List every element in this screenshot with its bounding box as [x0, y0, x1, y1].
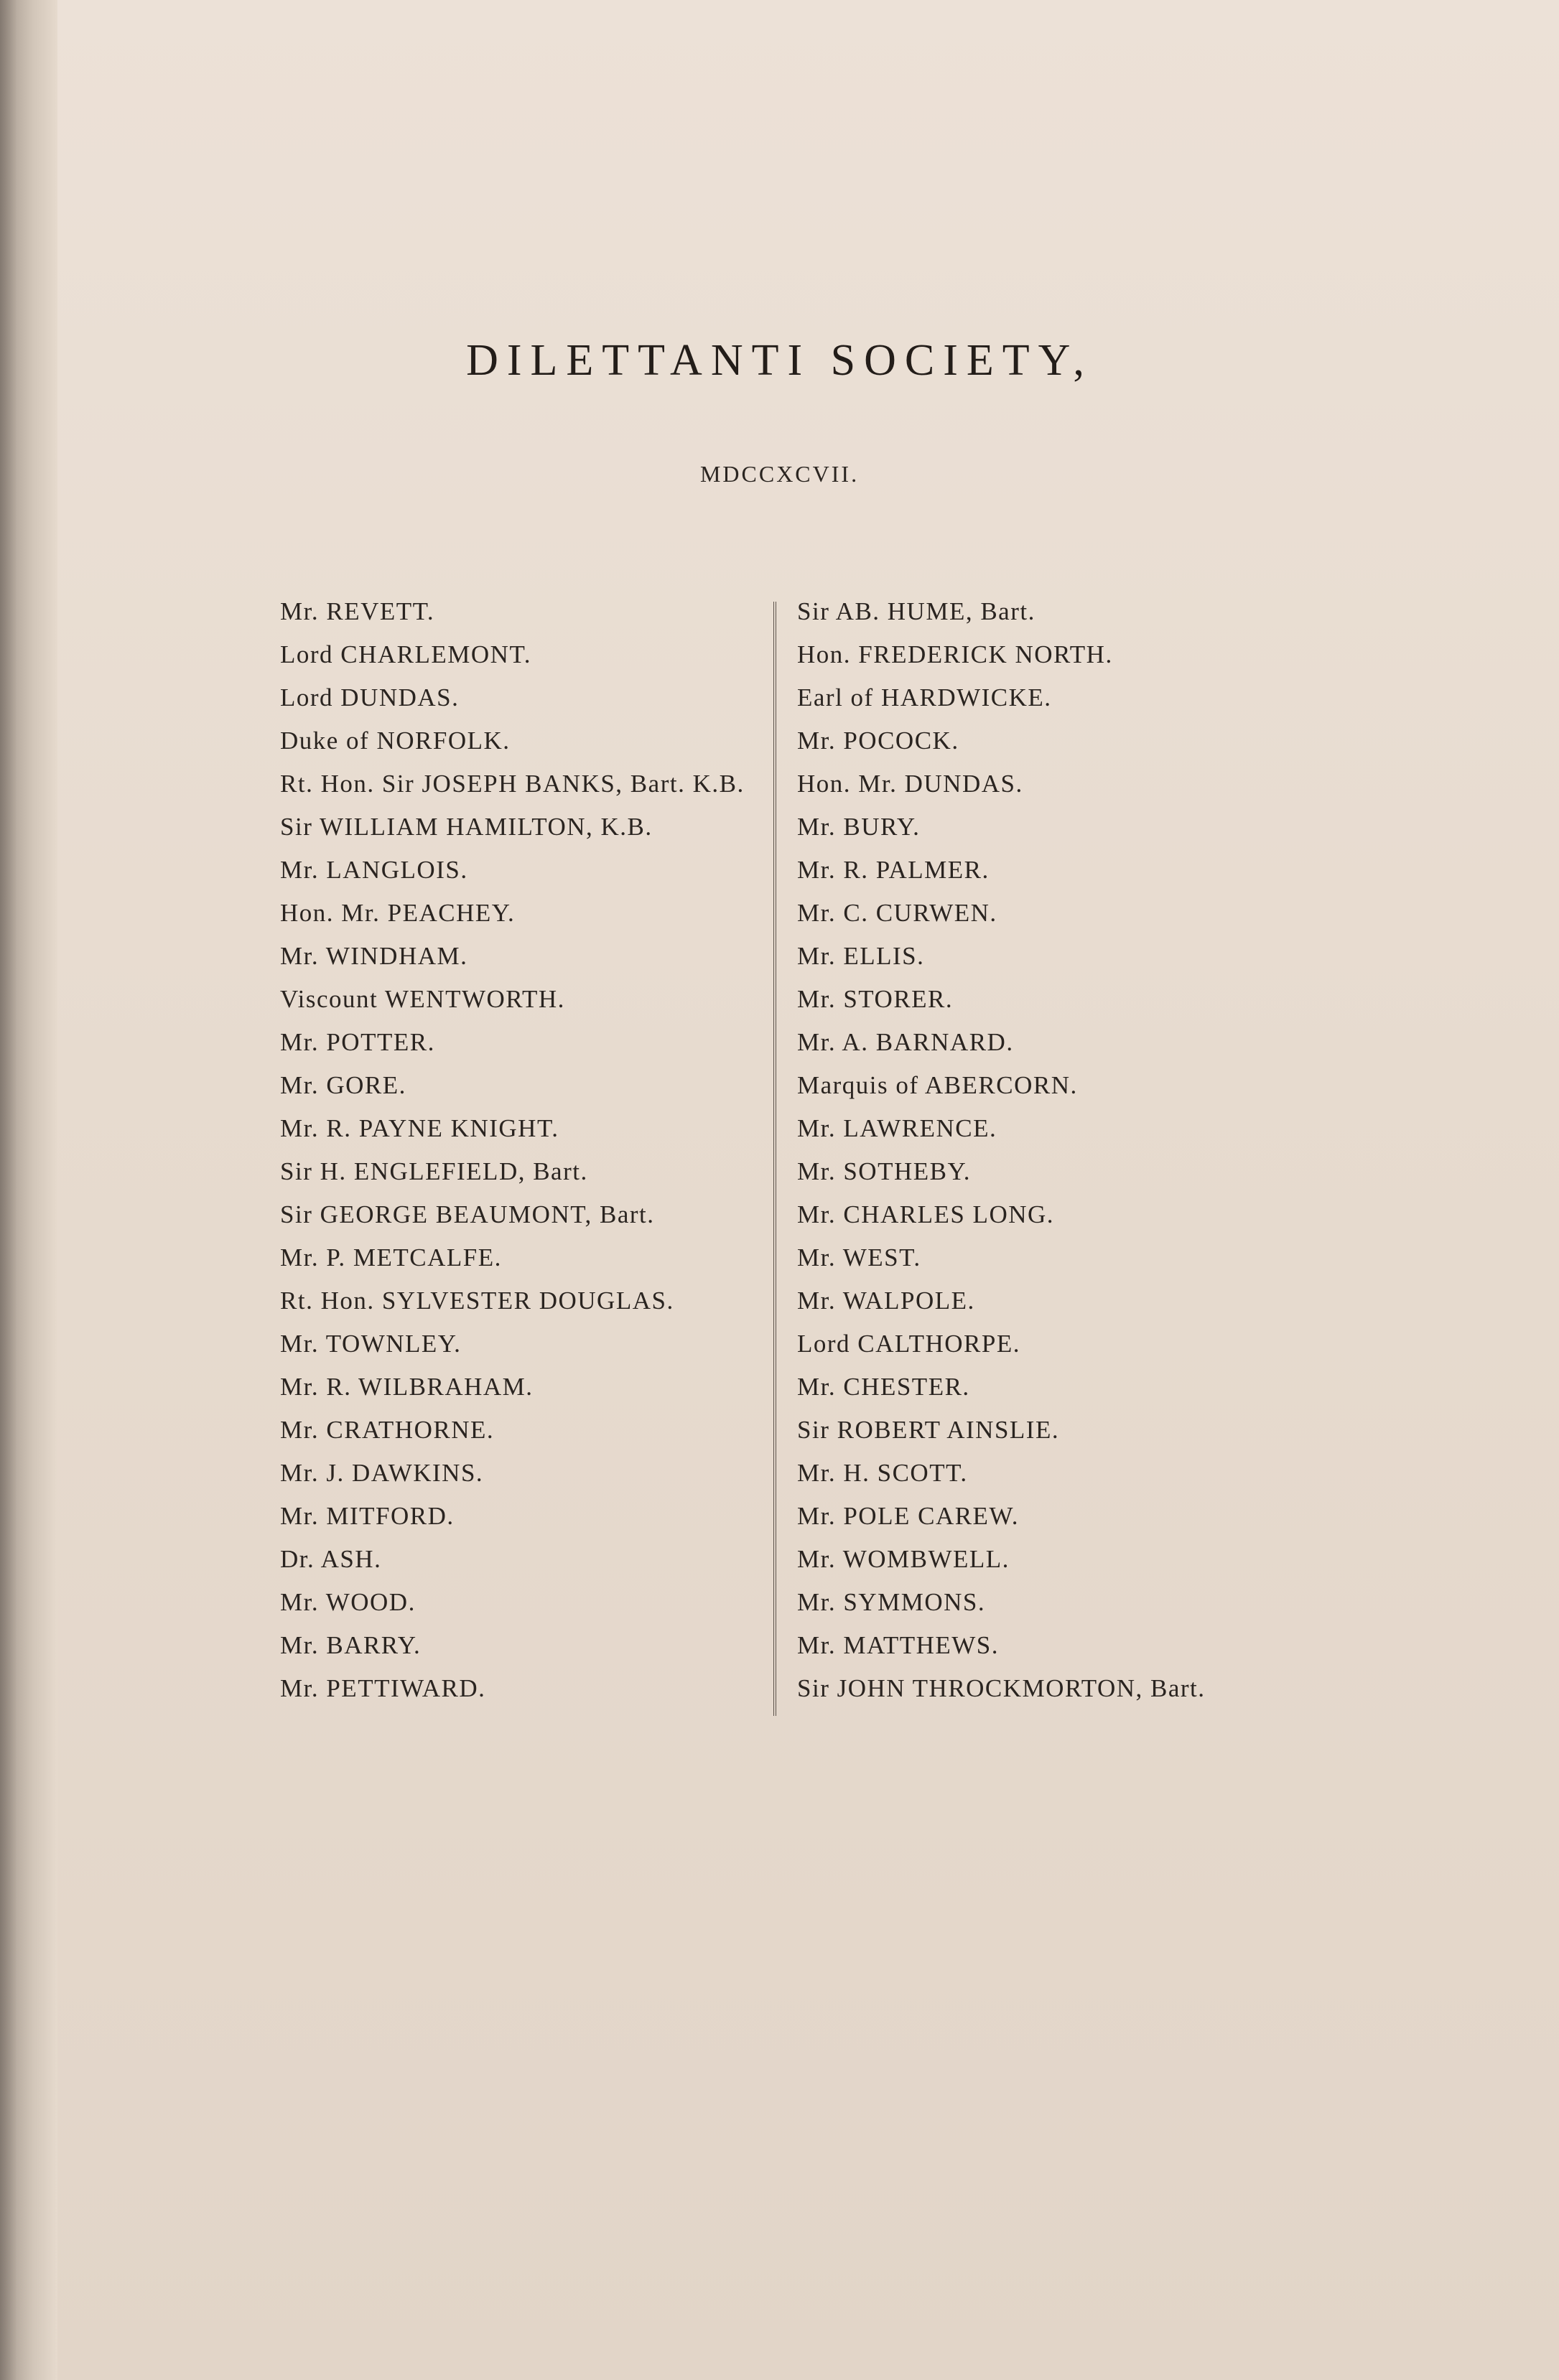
page-date: MDCCXCVII.: [699, 461, 860, 487]
member-name: Mr. MITFORD.: [280, 1502, 455, 1530]
member-name: Mr. CRATHORNE.: [280, 1416, 495, 1444]
member-name: Mr. SYMMONS.: [797, 1588, 986, 1616]
member-name: Mr. STORER.: [797, 985, 954, 1013]
member-name: Sir GEORGE BEAUMONT, Bart.: [280, 1200, 655, 1228]
member-name: Mr. ELLIS.: [797, 942, 925, 970]
member-name: Mr. WEST.: [797, 1243, 921, 1271]
member-name: Marquis of ABERCORN.: [797, 1071, 1078, 1099]
member-name: Mr. POTTER.: [280, 1028, 435, 1056]
member-name: Mr. GORE.: [280, 1071, 406, 1099]
member-name: Sir ROBERT AINSLIE.: [797, 1416, 1060, 1444]
member-name: Rt. Hon. Sir JOSEPH BANKS, Bart. K.B.: [280, 770, 745, 798]
member-name: Mr. REVETT.: [280, 597, 435, 625]
member-name: Lord CALTHORPE.: [797, 1330, 1020, 1358]
member-name: Hon. Mr. PEACHEY.: [280, 899, 516, 927]
member-name: Mr. LANGLOIS.: [280, 856, 468, 884]
member-name: Mr. MATTHEWS.: [797, 1631, 1000, 1659]
member-name: Mr. H. SCOTT.: [797, 1459, 968, 1487]
member-name: Mr. SOTHEBY.: [797, 1157, 971, 1185]
member-name: Mr. POCOCK.: [797, 727, 959, 755]
member-name: Lord CHARLEMONT.: [280, 640, 531, 668]
member-name: Mr. PETTIWARD.: [280, 1674, 486, 1702]
member-name: Mr. R. PAYNE KNIGHT.: [280, 1114, 559, 1142]
page-title: DILETTANTI SOCIETY,: [466, 336, 1093, 385]
member-list-left: [280, 590, 745, 1710]
member-name: Rt. Hon. SYLVESTER DOUGLAS.: [280, 1287, 674, 1315]
member-name: Sir JOHN THROCKMORTON, Bart.: [797, 1674, 1206, 1702]
member-name: Mr. BARRY.: [280, 1631, 422, 1659]
member-name: Mr. BURY.: [797, 813, 921, 841]
member-name: Sir AB. HUME, Bart.: [797, 597, 1036, 625]
member-name: Mr. R. PALMER.: [797, 856, 990, 884]
member-name: Mr. R. WILBRAHAM.: [280, 1373, 534, 1401]
member-name: Hon. Mr. DUNDAS.: [797, 770, 1023, 798]
member-name: Mr. TOWNLEY.: [280, 1330, 462, 1358]
member-name: Mr. WINDHAM.: [280, 942, 468, 970]
member-name: Sir H. ENGLEFIELD, Bart.: [280, 1157, 588, 1185]
member-name: Mr. WALPOLE.: [797, 1287, 975, 1315]
member-name: Mr. POLE CAREW.: [797, 1502, 1020, 1530]
member-name: Mr. LAWRENCE.: [797, 1114, 997, 1142]
member-name: Hon. FREDERICK NORTH.: [797, 640, 1113, 668]
member-name: Mr. P. METCALFE.: [280, 1243, 502, 1271]
member-name: Mr. CHESTER.: [797, 1373, 970, 1401]
member-name: Duke of NORFOLK.: [280, 727, 511, 755]
member-name: Mr. A. BARNARD.: [797, 1028, 1014, 1056]
member-name: Mr. WOMBWELL.: [797, 1545, 1010, 1573]
member-list-right: [797, 590, 1206, 1710]
member-name: Mr. J. DAWKINS.: [280, 1459, 484, 1487]
member-name: Earl of HARDWICKE.: [797, 683, 1052, 711]
column-divider: [773, 602, 776, 1716]
member-name: Mr. CHARLES LONG.: [797, 1200, 1055, 1228]
member-name: Mr. WOOD.: [280, 1588, 416, 1616]
member-name: Dr. ASH.: [280, 1545, 382, 1573]
member-name: Sir WILLIAM HAMILTON, K.B.: [280, 813, 653, 841]
member-name: Lord DUNDAS.: [280, 683, 460, 711]
member-name: Viscount WENTWORTH.: [280, 985, 565, 1013]
member-name: Mr. C. CURWEN.: [797, 899, 997, 927]
